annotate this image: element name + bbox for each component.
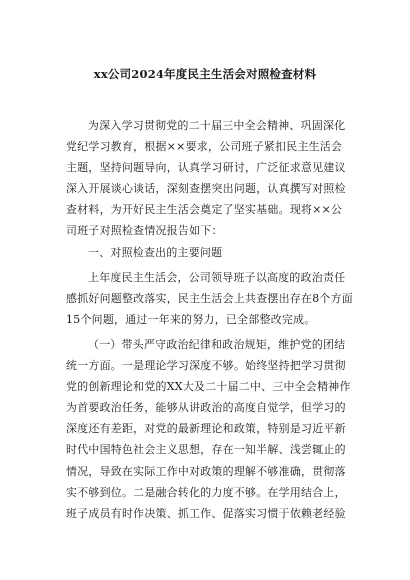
text-line: 主题，坚持问题导向，认真学习研讨，广泛征求意见建议 <box>66 161 346 175</box>
text-line: 党的创新理论和党的XX大及二十届二中、三中全会精神作 <box>66 380 351 394</box>
document-title: xx公司2024年度民主生活会对照检查材料 <box>93 67 317 81</box>
summary-paragraph <box>66 267 353 330</box>
document-body <box>66 115 353 524</box>
text-line: 为首要政治任务，能够从讲政治的高度自觉学，但学习的 <box>66 401 346 415</box>
text-line: 查材料，为开好民主生活会奠定了坚实基础。现将××公 <box>66 203 343 217</box>
text-line: 深度还有差距，对党的最新理论和政策，特别是习近平新 <box>66 422 346 436</box>
text-line: （一）带头严守政治纪律和政治规矩，维护党的团结 <box>88 337 346 351</box>
text-line: 统一方面。一是理论学习深度不够。始终坚持把学习贯彻 <box>66 359 346 373</box>
text-line: 为深入学习贯彻党的二十届三中全会精神、巩固深化 <box>88 119 346 132</box>
text-line: 实不够到位。二是融合转化的力度不够。在学用结合上， <box>66 485 346 499</box>
section-heading <box>88 242 348 263</box>
text-line: 感抓好问题整改落实，民主生活会上共查摆出存在8个方面 <box>66 291 353 305</box>
text-line: 情况，导致在实际工作中对政策的理解不够准确，贯彻落 <box>66 464 346 478</box>
text-line: 班子成员有时作决策、抓工作、促落实习惯于依赖老经验 <box>66 506 346 520</box>
text-line: 党纪学习教育，根据××要求，公司班子紧扣民主生活会 <box>66 140 343 154</box>
text-line: 15个问题，通过一年来的努力，已全部整改完成。 <box>66 312 316 326</box>
heading-line: 一、对照检查出的主要问题 <box>88 245 223 259</box>
subsection-paragraph <box>66 334 351 524</box>
text-line: 时代中国特色社会主义思想，存在一知半解、浅尝辄止的 <box>66 443 346 457</box>
text-line: 司班子对照检查情况报告如下： <box>66 224 223 238</box>
text-line: 深入开展谈心谈话，深刻查摆突出问题，认真撰写对照检 <box>66 182 346 196</box>
intro-paragraph <box>66 115 348 242</box>
text-line: 上年度民主生活会，公司领导班子以高度的政治责任 <box>88 270 346 284</box>
